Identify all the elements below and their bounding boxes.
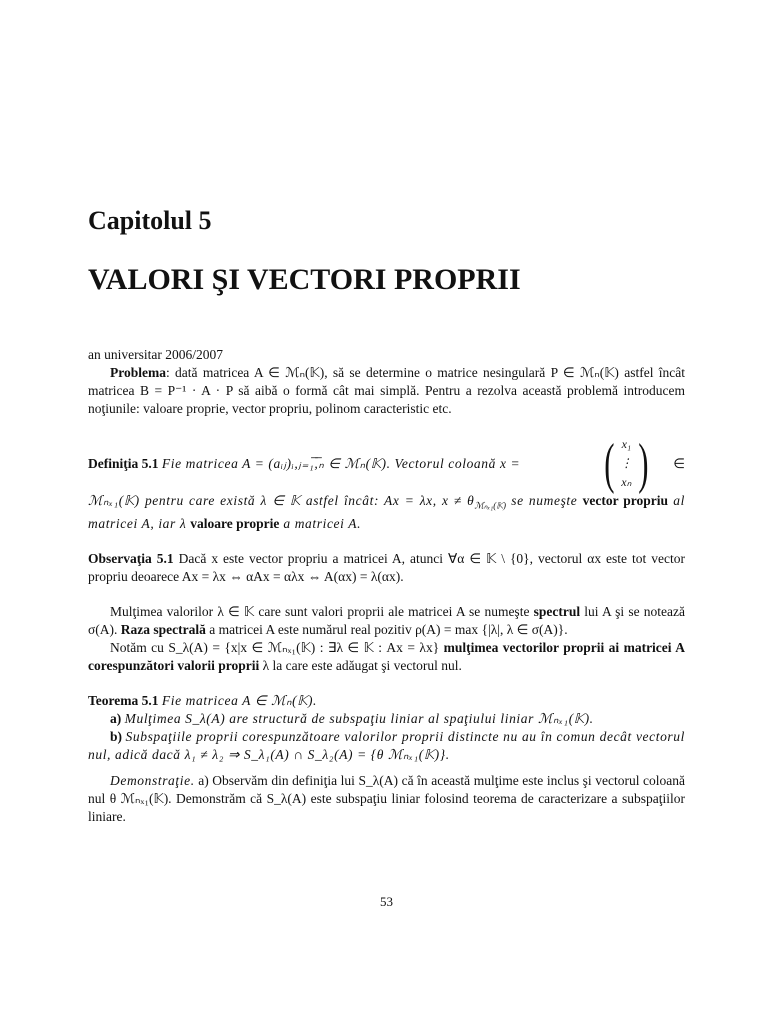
definition-continuation: ℳₙₓ₁(𝕂) pentru care există λ ∈ 𝕂 astfel încât: Ax = λx, $x \ne \theta_{ℳ_{nx1}(𝕂)}$ se numeşte vector propriu al matricei A, iar λ valoare proprie a matricei A.	[88, 493, 686, 531]
theorem-text: Fie matricea A ∈ ℳₙ(𝕂).	[161, 692, 318, 708]
chapter-title: VALORI ŞI VECTORI PROPRII	[88, 263, 521, 296]
theorem-part-a: a) Mulţimea S_λ(A) are structură de subspaţiu liniar al spaţiului liniar ℳₙₓ₁(𝕂).	[110, 710, 594, 726]
term-vector: vector	[582, 493, 619, 508]
definition-text: Fie matricea A = (aᵢⱼ)ᵢ,ⱼ₌₁̅,̅ₙ ∈ ℳₙ(𝕂). Vectorul coloană x =	[161, 455, 521, 471]
observation-text: Dacă x este vector propriu a matricei A, atunci ∀α ∈ 𝕂 \ {0}, vectorul αx este tot vector propriu deoarece Ax = λx ⇔ αAx = αλx ⇔ A(αx) = λ(αx).	[88, 550, 685, 584]
term-spectral-radius: Raza spectrală	[120, 621, 206, 637]
theorem-part-b: b) Subspaţiile proprii corespunzătoare valorilor proprii distincte nu au în comun decât vectorul nul, adică dacă λ₁ ≠ λ₂ ⇒ S_λ₁(A) ∩ S_λ₂(A) = {θ ℳₙₓ₁(𝕂)}.	[88, 728, 685, 762]
notation-paragraph: Notăm cu S_λ(A) = {x|x ∈ ℳₙₓ₁(𝕂) : ∃λ ∈ 𝕂 : Ax = λx} mulţimea vectorilor proprii ai matricei A corespunzători valorii proprii λ la care este adăugat şi vectorul nul.	[88, 639, 685, 673]
term-propriu: propriu	[623, 493, 669, 508]
chapter-label: Capitolul 5	[88, 206, 212, 235]
spectrum-paragraph: Mulţimea valorilor λ ∈ 𝕂 care sunt valori proprii ale matricei A se numeşte spectrul lui A şi se notează σ(A). Raza spectrală a matricei A este numărul real pozitiv ρ(A) = max {|λ|, λ ∈ σ(A)}.	[88, 603, 686, 637]
proof-paragraph	[88, 772, 685, 826]
term-spectrum: spectrul	[533, 603, 581, 619]
observation-paragraph	[88, 550, 685, 586]
proof-text: a) Observăm din definiţia lui S_λ(A) că în această mulţime este inclus şi vectorul coloană nul θ ℳₙₓ₁(𝕂). Demonstrăm că S_λ(A) este subspaţiu liniar folosind teorema de caracterizare a subspaţiilor liniare.	[88, 772, 685, 824]
document-body	[88, 346, 685, 826]
vector-entry: xₙ	[621, 475, 632, 489]
column-vector: ( x₁ ⋮ xₙ )	[603, 432, 649, 495]
definition-label: Definiţia 5.1	[88, 455, 159, 471]
vector-entry: ⋮	[620, 456, 633, 470]
definition-membership: ∈	[673, 455, 685, 471]
term-valoare-proprie: valoare proprie	[190, 515, 280, 531]
academic-year: an universitar 2006/2007	[88, 347, 223, 362]
proof-label: Demonstraţie.	[110, 772, 195, 788]
problem-text: : dată matricea A ∈ ℳₙ(𝕂), să se determine o matrice nesingulară P ∈ ℳₙ(𝕂) astfel încât matricea B = P⁻¹ · A · P să aibă o formă cât mai simplă. Pentru a rezolva această problemă introducem noţiunile: valoare proprie, vector propriu, polinom caracteristic etc.	[88, 365, 685, 416]
definition-block	[88, 432, 685, 495]
problem-paragraph	[88, 364, 685, 418]
vector-entry: x₁	[621, 437, 632, 451]
observation-label: Observaţia 5.1	[88, 550, 174, 566]
problem-label: Problema	[110, 365, 166, 380]
theorem-label: Teorema 5.1	[88, 692, 159, 708]
theorem-paragraph	[88, 692, 685, 710]
page-number: 53	[380, 894, 393, 909]
term-eigenspace: mulţimea vectorilor proprii ai matricei A corespunzători valorii proprii	[88, 639, 685, 673]
